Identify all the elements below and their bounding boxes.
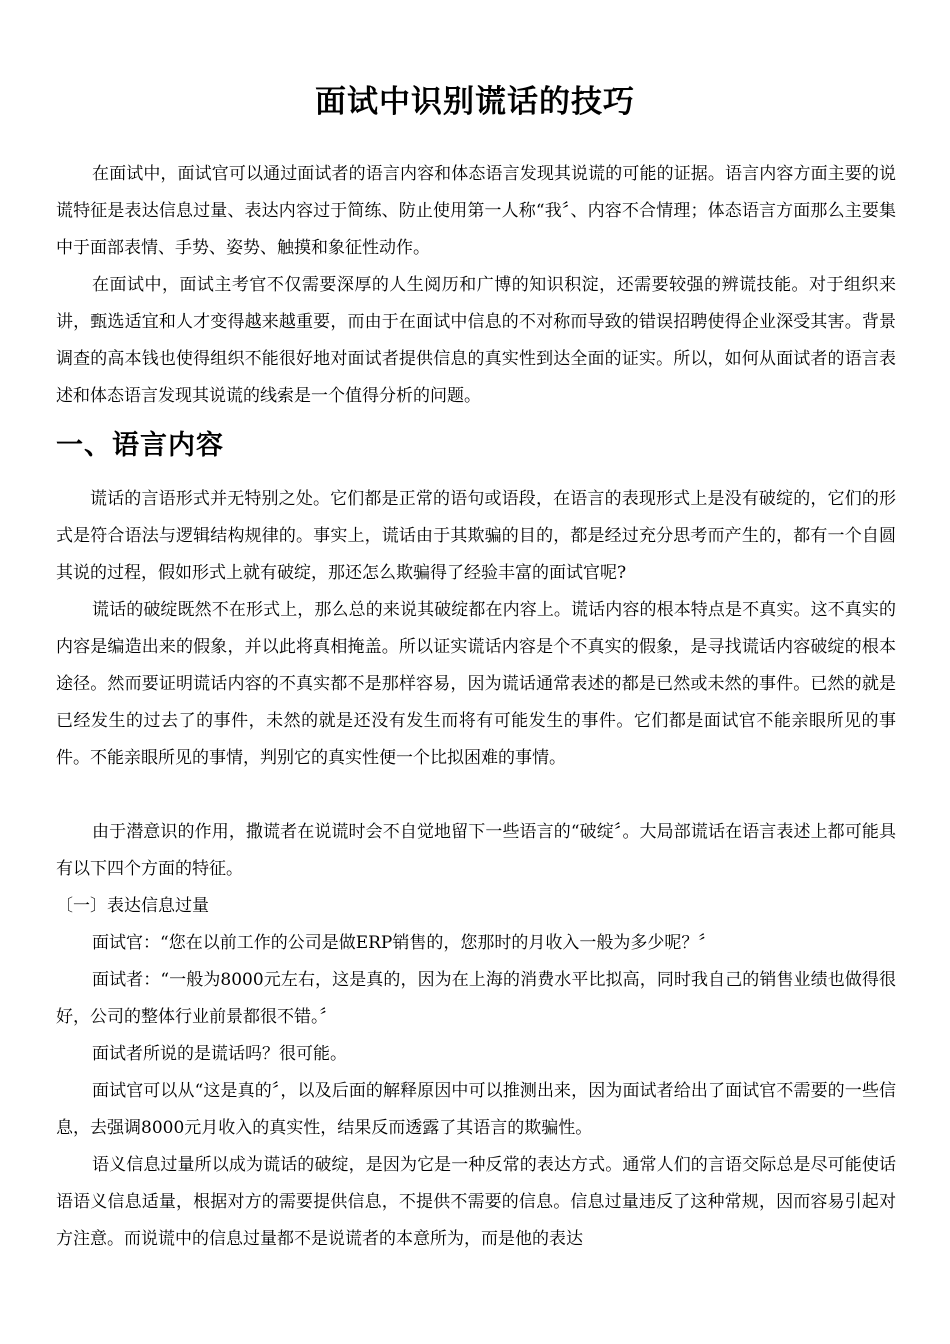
analysis-paragraph-1: 面试官可以从“这是真的〞，以及后面的解释原因中可以推测出来，因为面试者给出了面试官不需要的一些信息，去强调8000元月收入的真实性，结果反而透露了其语言的欺骗性。: [56, 1081, 896, 1138]
section-paragraph-3: 由于潜意识的作用，撒谎者在说谎时会不自觉地留下一些语言的“破绽〞。大局部谎话在语言表述上都可能具有以下四个方面的特征。: [56, 822, 896, 879]
document-title: 面试中识别谎话的技巧: [315, 84, 635, 120]
analysis-paragraph-2: 语义信息过量所以成为谎话的破绽，是因为它是一种反常的表达方式。通常人们的言语交际总是尽可能使话语语义信息适量，根据对方的需要提供信息，不提供不需要的信息。信息过量违反了这种常规，因而容易引起对方注意。而说谎中的信息过量都不是说谎者的本意所为，而是他的表达: [56, 1155, 896, 1249]
dialogue-interviewer: 面试官：“您在以前工作的公司是做ERP销售的，您那时的月收入一般为多少呢？〞: [92, 933, 716, 953]
dialogue-interviewee: 面试者：“一般为8000元左右，这是真的，因为在上海的消费水平比拟高，同时我自己的销售业绩也做得很好，公司的整体行业前景都很不错。〞: [56, 970, 896, 1027]
subsection-heading: 〔一〕表达信息过量: [56, 896, 209, 916]
section-paragraph-2: 谎话的破绽既然不在形式上，那么总的来说其破绽都在内容上。谎话内容的根本特点是不真实。这不真实的内容是编造出来的假象，并以此将真相掩盖。所以证实谎话内容是个不真实的假象，是寻找谎话内容破绽的根本途径。然而要证明谎话内容的不真实都不是那样容易，因为谎话通常表述的都是已然或未然的事件。已然的就是已经发生的过去了的事件，未然的就是还没有发生而将有可能发生的事件。它们都是面试官不能亲眼所见的事件。不能亲眼所见的事情，判别它的真实性便一个比拟困难的事情。: [56, 600, 896, 768]
dialogue-question: 面试者所说的是谎话吗？很可能。: [92, 1044, 347, 1064]
section-paragraph-1: 谎话的言语形式并无特别之处。它们都是正常的语句或语段，在语言的表现形式上是没有破绽的，它们的形式是符合语法与逻辑结构规律的。事实上，谎话由于其欺骗的目的，都是经过充分思考而产生的，都有一个自圆其说的过程，假如形式上就有破绽，那还怎么欺骗得了经验丰富的面试官呢?: [56, 489, 896, 583]
section-heading: 一、语言内容: [56, 430, 224, 461]
intro-paragraph-2: 在面试中，面试主考官不仅需要深厚的人生阅历和广博的知识积淀，还需要较强的辨谎技能。对于组织来讲，甄选适宜和人才变得越来越重要，而由于在面试中信息的不对称而导致的错误招聘使得企业深受其害。背景调查的高本钱也使得组织不能很好地对面试者提供信息的真实性到达全面的证实。所以，如何从面试者的语言表述和体态语言发现其说谎的线索是一个值得分析的问题。: [56, 275, 896, 406]
intro-paragraph-1: 在面试中，面试官可以通过面试者的语言内容和体态语言发现其说谎的可能的证据。语言内容方面主要的说谎特征是表达信息过量、表达内容过于简练、防止使用第一人称“我〞、内容不合情理；体态语言方面那么主要集中于面部表情、手势、姿势、触摸和象征性动作。: [56, 164, 896, 258]
